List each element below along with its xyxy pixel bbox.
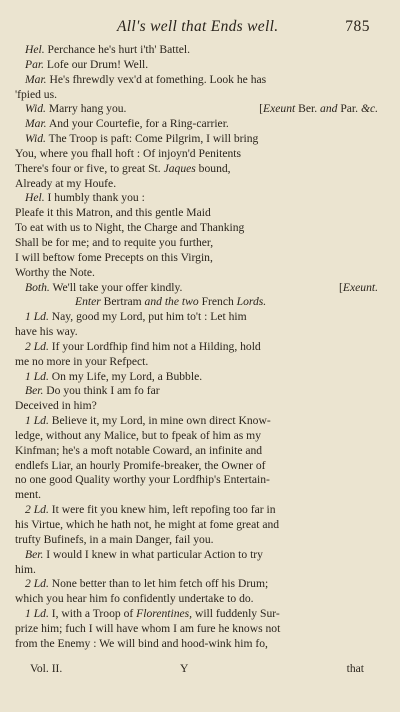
- text-line: [15, 281, 378, 296]
- line-text: ment.: [15, 488, 42, 502]
- text-run: Jaques: [163, 161, 196, 175]
- text-line: [15, 414, 378, 429]
- text-run: bound,: [195, 161, 231, 175]
- text-line: [15, 325, 378, 340]
- text-line: [15, 132, 378, 147]
- volume-mark: Vol. II.: [30, 662, 63, 675]
- line-text: Worthy the Note.: [15, 265, 95, 279]
- catchword: that: [346, 662, 364, 675]
- line-text: To eat with us to Night, the Charge and Thanking: [15, 221, 245, 235]
- line-text: And your Courtefie, for a Ring-carrier.: [48, 117, 229, 131]
- text-line: [15, 607, 378, 622]
- speaker-name: Wid.: [25, 102, 46, 116]
- speaker-name: 1 Ld.: [25, 310, 49, 324]
- line-text: prize him; fuch I will have whom I am fure he knows not: [15, 621, 281, 635]
- line-text: 'fpied us.: [15, 87, 58, 101]
- text-line: [15, 102, 378, 117]
- text-line: [15, 266, 378, 281]
- text-run: Lords.: [236, 295, 267, 309]
- line-text: Lofe our Drum! Well.: [46, 57, 149, 71]
- text-line: [15, 88, 378, 103]
- text-run: Par.: [337, 102, 361, 116]
- text-line: [15, 73, 378, 88]
- line-text: We'll take your offer kindly.: [52, 280, 183, 294]
- line-text: None better than to let him fetch off his Drum;: [51, 577, 269, 591]
- line-text: I would I knew in what particular Action to try: [46, 547, 263, 561]
- text-run: There's four or five, to great St.: [15, 161, 164, 175]
- text-run: Bertram: [103, 295, 145, 309]
- line-text: Perchance he's hurt i'th' Battel.: [47, 43, 190, 56]
- text-line: [15, 592, 378, 607]
- text-line: [15, 459, 378, 474]
- text-line: [15, 503, 378, 518]
- line-text: trufty Bufinefs, in a main Danger, fail you.: [15, 532, 214, 546]
- text-line: [15, 236, 378, 251]
- stage-direction: [15, 295, 378, 310]
- text-line: [15, 637, 378, 652]
- line-text: Believe it, my Lord, in mine own direct Know-: [51, 414, 271, 428]
- line-text: from the Enemy : We will bind and hood-wink him fo,: [15, 636, 268, 650]
- text-run: will fuddenly Sur-: [192, 607, 280, 621]
- line-text: On my Life, my Lord, a Bubble.: [51, 369, 203, 383]
- running-title: All's well that Ends well.: [117, 18, 279, 35]
- line-text: The Troop is paft: Come Pilgrim, I will bring: [48, 132, 259, 146]
- line-text: Nay, good my Lord, put him to't : Let him: [51, 310, 247, 324]
- line-text: Kinfman; he's a moft notable Coward, an infinite and: [15, 443, 263, 457]
- text-line: [15, 399, 378, 414]
- text-line: [15, 622, 378, 637]
- stage-direction-exit: [259, 102, 378, 117]
- text-line: [15, 370, 378, 385]
- text-run: I, with a Troop of: [51, 607, 137, 621]
- text-line: [15, 488, 378, 503]
- text-line: [15, 43, 378, 58]
- speaker-name: Mar.: [25, 72, 47, 86]
- text-run: &c.: [360, 102, 378, 116]
- text-line: [15, 429, 378, 444]
- line-text: Shall be for me; and to requite you further,: [15, 235, 214, 249]
- line-text: Do you think I am fo far: [46, 384, 160, 398]
- line-text: He's fhrewdly vex'd at fomething. Look he has: [49, 72, 267, 86]
- text-line: [15, 58, 378, 73]
- speaker-name: Par.: [25, 57, 45, 71]
- line-text: Pleafe it this Matron, and this gentle Maid: [15, 206, 211, 220]
- text-line: [15, 548, 378, 563]
- speaker-name: 2 Ld.: [25, 339, 49, 353]
- speaker-name: Wid.: [25, 132, 46, 146]
- speaker-name: Hel.: [25, 191, 45, 205]
- line-text: Deceived in him?: [15, 399, 97, 413]
- speaker-name: Both.: [25, 280, 50, 294]
- text-line: [15, 221, 378, 236]
- speaker-name: Hel.: [25, 43, 45, 56]
- speaker-name: Ber.: [25, 547, 44, 561]
- text-line: [15, 473, 378, 488]
- signature-mark: Y: [180, 662, 189, 675]
- text-line: [15, 577, 378, 592]
- text-run: Ber.: [295, 102, 321, 116]
- text-line: [15, 310, 378, 325]
- speaker-name: 2 Ld.: [25, 577, 49, 591]
- speaker-name: Ber.: [25, 384, 44, 398]
- text-line: [15, 533, 378, 548]
- line-text: endlefs Liar, an hourly Promife-breaker, the Owner of: [15, 458, 266, 472]
- text-line: [15, 518, 378, 533]
- speaker-name: 1 Ld.: [25, 369, 49, 383]
- text-line: [15, 340, 378, 355]
- text-run: and the two: [144, 295, 202, 309]
- line-text: no one good Quality worthy your Lordfhip's Entertain-: [15, 473, 270, 487]
- text-line: [15, 251, 378, 266]
- line-text: It were fit you knew him, left repofing too far in: [51, 503, 276, 517]
- text-run: and: [320, 102, 338, 116]
- speaker-name: 2 Ld.: [25, 503, 49, 517]
- text-line: [15, 444, 378, 459]
- text-block: [15, 43, 378, 652]
- line-text: his Virtue, which he hath not, he might at fome great and: [15, 518, 280, 531]
- text-run: Exeunt: [263, 102, 296, 116]
- line-text: If your Lordfhip find him not a Hilding, hold: [51, 339, 261, 353]
- page-number: 785: [345, 18, 370, 35]
- text-line: [15, 117, 378, 132]
- text-run: Enter: [75, 295, 104, 309]
- stage-direction-exit: [339, 281, 378, 296]
- text-run: [: [339, 280, 343, 294]
- text-line: [15, 384, 378, 399]
- line-text: him.: [15, 562, 36, 576]
- text-line: [15, 147, 378, 162]
- text-run: [: [259, 102, 264, 116]
- running-header: [15, 18, 378, 38]
- speaker-name: 1 Ld.: [25, 607, 49, 621]
- speaker-name: 1 Ld.: [25, 414, 49, 428]
- text-line: [15, 206, 378, 221]
- line-text: I humbly thank you :: [47, 191, 145, 205]
- line-text: me no more in your Refpect.: [15, 354, 149, 368]
- speaker-name: Mar.: [25, 117, 47, 131]
- line-text: You, where you fhall hoft : Of injoyn'd Penitents: [15, 146, 242, 160]
- text-run: Exeunt.: [342, 280, 378, 294]
- line-text: ledge, without any Malice, but to fpeak of him as my: [15, 428, 261, 442]
- text-line: [15, 162, 378, 177]
- line-text: Marry hang you.: [48, 102, 127, 116]
- text-line: [15, 177, 378, 192]
- text-run: French: [201, 295, 237, 309]
- text-run: Florentines,: [136, 607, 193, 621]
- text-line: [15, 563, 378, 578]
- line-text: have his way.: [15, 325, 78, 339]
- text-line: [15, 355, 378, 370]
- page-footer: [30, 662, 378, 678]
- line-text: which you hear him fo confidently undertake to do.: [15, 592, 254, 606]
- line-text: Already at my Houfe.: [15, 176, 117, 190]
- line-text: I will beftow fome Precepts on this Virgin,: [15, 250, 213, 264]
- text-line: [15, 191, 378, 206]
